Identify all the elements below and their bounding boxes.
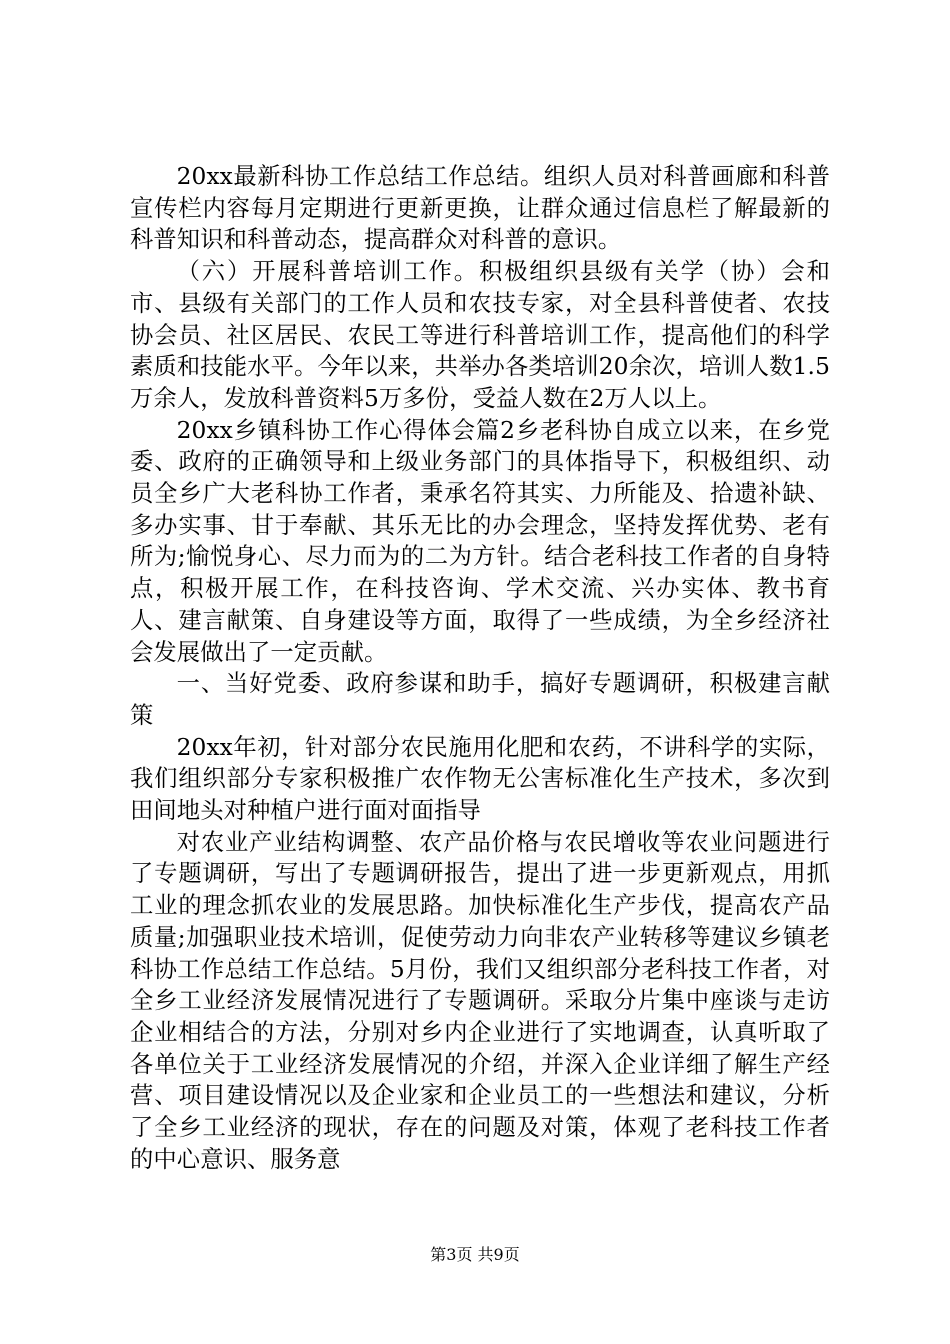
paragraph-3: 20xx乡镇科协工作心得体会篇2乡老科协自成立以来，在乡党委、政府的正确领导和上级业务部门的具体指导下，积极组织、动员全乡广大老科协工作者，秉承名符其实、力所能及、拾遗补缺、多办实事、甘于奉献、其乐无比的办会理念，坚持发挥优势、老有所为;愉悦身心、尽力而为的二为方针。结合老科技工作者的自身特点，积极开展工作，在科技咨询、学术交流、兴办实体、教书育人、建言献策、自身建设等方面，取得了一些成绩，为全乡经济社会发展做出了一定贡献。 [130,416,830,666]
paragraph-5: 对农业产业结构调整、农产品价格与农民增收等农业问题进行了专题调研，写出了专题调研报告，提出了进一步更新观点，用抓工业的理念抓农业的发展思路。加快标准化生产步伐，提高农产品质量;加强职业技术培训，促使劳动力向非农产业转移等建议乡镇老科协工作总结工作总结。5月份，我们又组织部分老科技工作者，对全乡工业经济发展情况进行了专题调研。采取分片集中座谈与走访企业相结合的方法，分别对乡内企业进行了实地调查，认真听取了各单位关于工业经济发展情况的介绍，并深入企业详细了解生产经营、项目建设情况以及企业家和企业员工的一些想法和建议，分析了全乡工业经济的现状，存在的问题及对策，体观了老科技工作者的中心意识、服务意 [130,828,830,1173]
document-body [130,161,830,1176]
section-heading: 一、当好党委、政府参谋和助手，搞好专题调研，积极建言献策 [130,670,830,729]
page-number-footer: 第3页 共9页 [430,1245,520,1264]
paragraph-2: （六）开展科普培训工作。积极组织县级有关学（协）会和市、县级有关部门的工作人员和农技专家，对全县科普使者、农技协会员、社区居民、农民工等进行科普培训工作，提高他们的科学素质和技能水平。今年以来，共举办各类培训20余次，培训人数1.5万余人，发放科普资料5万多份，受益人数在2万人以上。 [130,258,830,412]
paragraph-1: 20xx最新科协工作总结工作总结。组织人员对科普画廊和科普宣传栏内容每月定期进行更新更换，让群众通过信息栏了解最新的科普知识和科普动态，提高群众对科普的意识。 [130,163,830,254]
paragraph-4: 20xx年初，针对部分农民施用化肥和农药，不讲科学的实际，我们组织部分专家积极推广农作物无公害标准化生产技术，多次到田间地头对种植户进行面对面指导 [130,733,830,825]
